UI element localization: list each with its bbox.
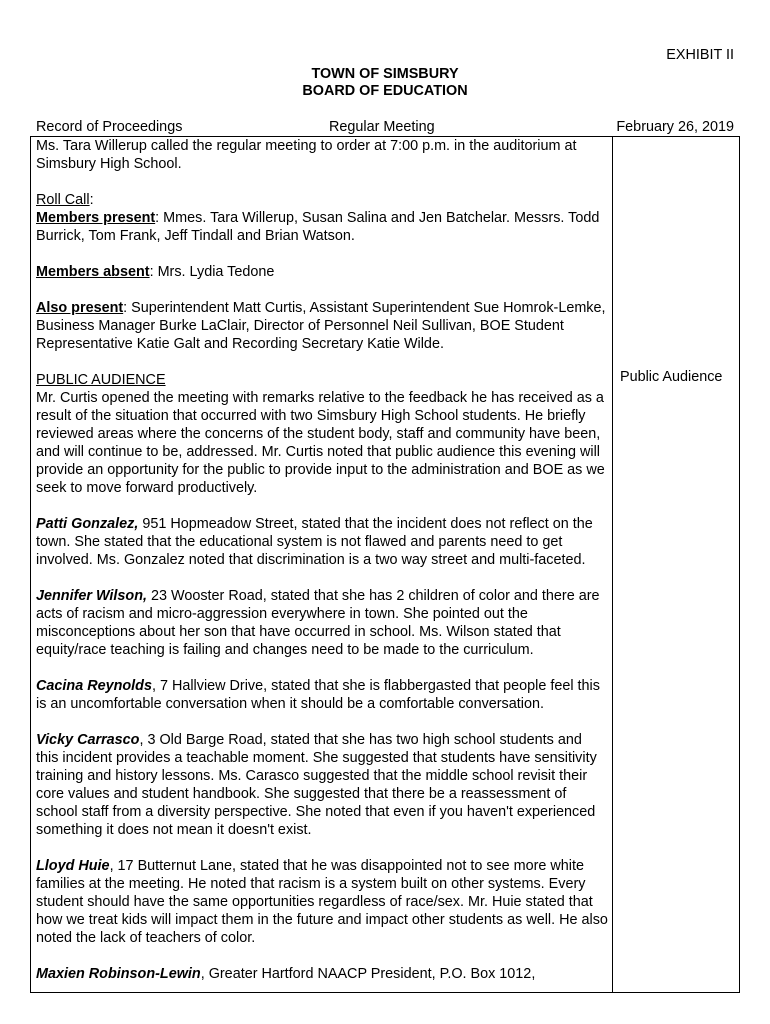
speaker-paragraph — [36, 857, 608, 947]
speaker-text: , Greater Hartford NAACP President, P.O. Box 1012, — [200, 966, 536, 982]
roll-call-heading: Roll Call — [36, 192, 90, 208]
speaker-name: Lloyd Huie — [36, 858, 110, 874]
speaker-paragraph — [36, 731, 608, 839]
minutes-body — [36, 137, 608, 1001]
speaker-text: 951 Hopmeadow Street, stated that the incident does not reflect on the town. She stated that the educational system is not flawed and parents need to get involved. Ms. Gonzalez noted that discrimination is a two way street and multi-faceted. — [36, 516, 593, 568]
town-title: TOWN OF SIMSBURY — [311, 66, 459, 82]
meeting-type: Regular Meeting — [329, 119, 435, 135]
record-type: Record of Proceedings — [36, 119, 183, 135]
intro-paragraph: Ms. Tara Willerup called the regular meeting to order at 7:00 p.m. in the auditorium at Simsbury High School. — [36, 138, 577, 172]
members-absent-paragraph — [36, 263, 608, 281]
members-absent-text: : Mrs. Lydia Tedone — [149, 264, 275, 280]
members-absent-label: Members absent — [36, 264, 150, 280]
roll-call-section — [36, 191, 608, 245]
speaker-paragraph — [36, 965, 608, 983]
record-meta-row — [36, 119, 734, 136]
side-margin-label: Public Audience — [620, 369, 723, 385]
also-present-label: Also present — [36, 300, 124, 316]
meeting-date: February 26, 2019 — [616, 119, 734, 135]
speaker-text: 23 Wooster Road, stated that she has 2 children of color and there are acts of racism and micro-aggression everywhere in town. She pointed out the misconceptions about her son that have occurred in school. Ms. Wilson stated that equity/race teaching is failing and changes need to be made to the curriculum. — [36, 588, 600, 658]
column-divider — [612, 136, 613, 993]
speaker-name: Vicky Carrasco — [36, 732, 140, 748]
public-audience-section — [36, 371, 608, 497]
speaker-text: , 7 Hallview Drive, stated that she is flabbergasted that people feel this is an uncomfortable conversation when it should be a comfortable conversation. — [36, 678, 600, 712]
speaker-paragraph — [36, 587, 608, 659]
speaker-paragraph — [36, 515, 608, 569]
also-present-paragraph — [36, 299, 608, 353]
also-present-text: : Superintendent Matt Curtis, Assistant Superintendent Sue Homrok-Lemke, Business Manager Burke LaClair, Director of Personnel Neil Sullivan, BOE Student Representative Katie Galt and Recording Secretary Katie Wilde. — [36, 300, 606, 352]
board-title: BOARD OF EDUCATION — [302, 83, 468, 99]
speaker-name: Patti Gonzalez, — [36, 516, 139, 532]
public-audience-heading: PUBLIC AUDIENCE — [36, 372, 166, 388]
members-present-label: Members present — [36, 210, 156, 226]
document-header — [0, 66, 770, 100]
public-audience-text: Mr. Curtis opened the meeting with remarks relative to the feedback he has received as a result of the situation that occurred with two Simsbury High School students. He briefly reviewed areas where the concerns of the student body, staff and community have been, and will continue to be, addressed. Mr. Curtis noted that public audience this evening will provide an opportunity for the public to provide input to the administration and BOE as we seek to move forward productively. — [36, 390, 605, 496]
speaker-name: Jennifer Wilson, — [36, 588, 148, 604]
speaker-text: , 17 Butternut Lane, stated that he was disappointed not to see more white families at the meeting. He noted that racism is a system built on other systems. Every student should have the same opportunities regardless of race/sex. Mr. Huie stated that how we treat kids will impact them in the future and impact other students as well. He also noted the lack of teachers of color. — [36, 858, 608, 946]
roll-call-colon: : — [89, 192, 94, 208]
speaker-paragraph — [36, 677, 608, 713]
members-present-text: : Mmes. Tara Willerup, Susan Salina and Jen Batchelar. Messrs. Todd Burrick, Tom Frank, Jeff Tindall and Brian Watson. — [36, 210, 600, 244]
speaker-name: Cacina Reynolds — [36, 678, 152, 694]
speaker-text: , 3 Old Barge Road, stated that she has two high school students and this incident provides a teachable moment. She suggested that students have sensitivity training and history lessons. Ms. Carasco suggested that the middle school revisit their core values and student handbook. She suggested that there be a reassessment of school staff from a diversity perspective. She noted that even if you haven't experienced something it does not mean it doesn't exist. — [36, 732, 597, 838]
exhibit-label: EXHIBIT II — [666, 47, 734, 63]
speaker-name: Maxien Robinson-Lewin — [36, 966, 201, 982]
